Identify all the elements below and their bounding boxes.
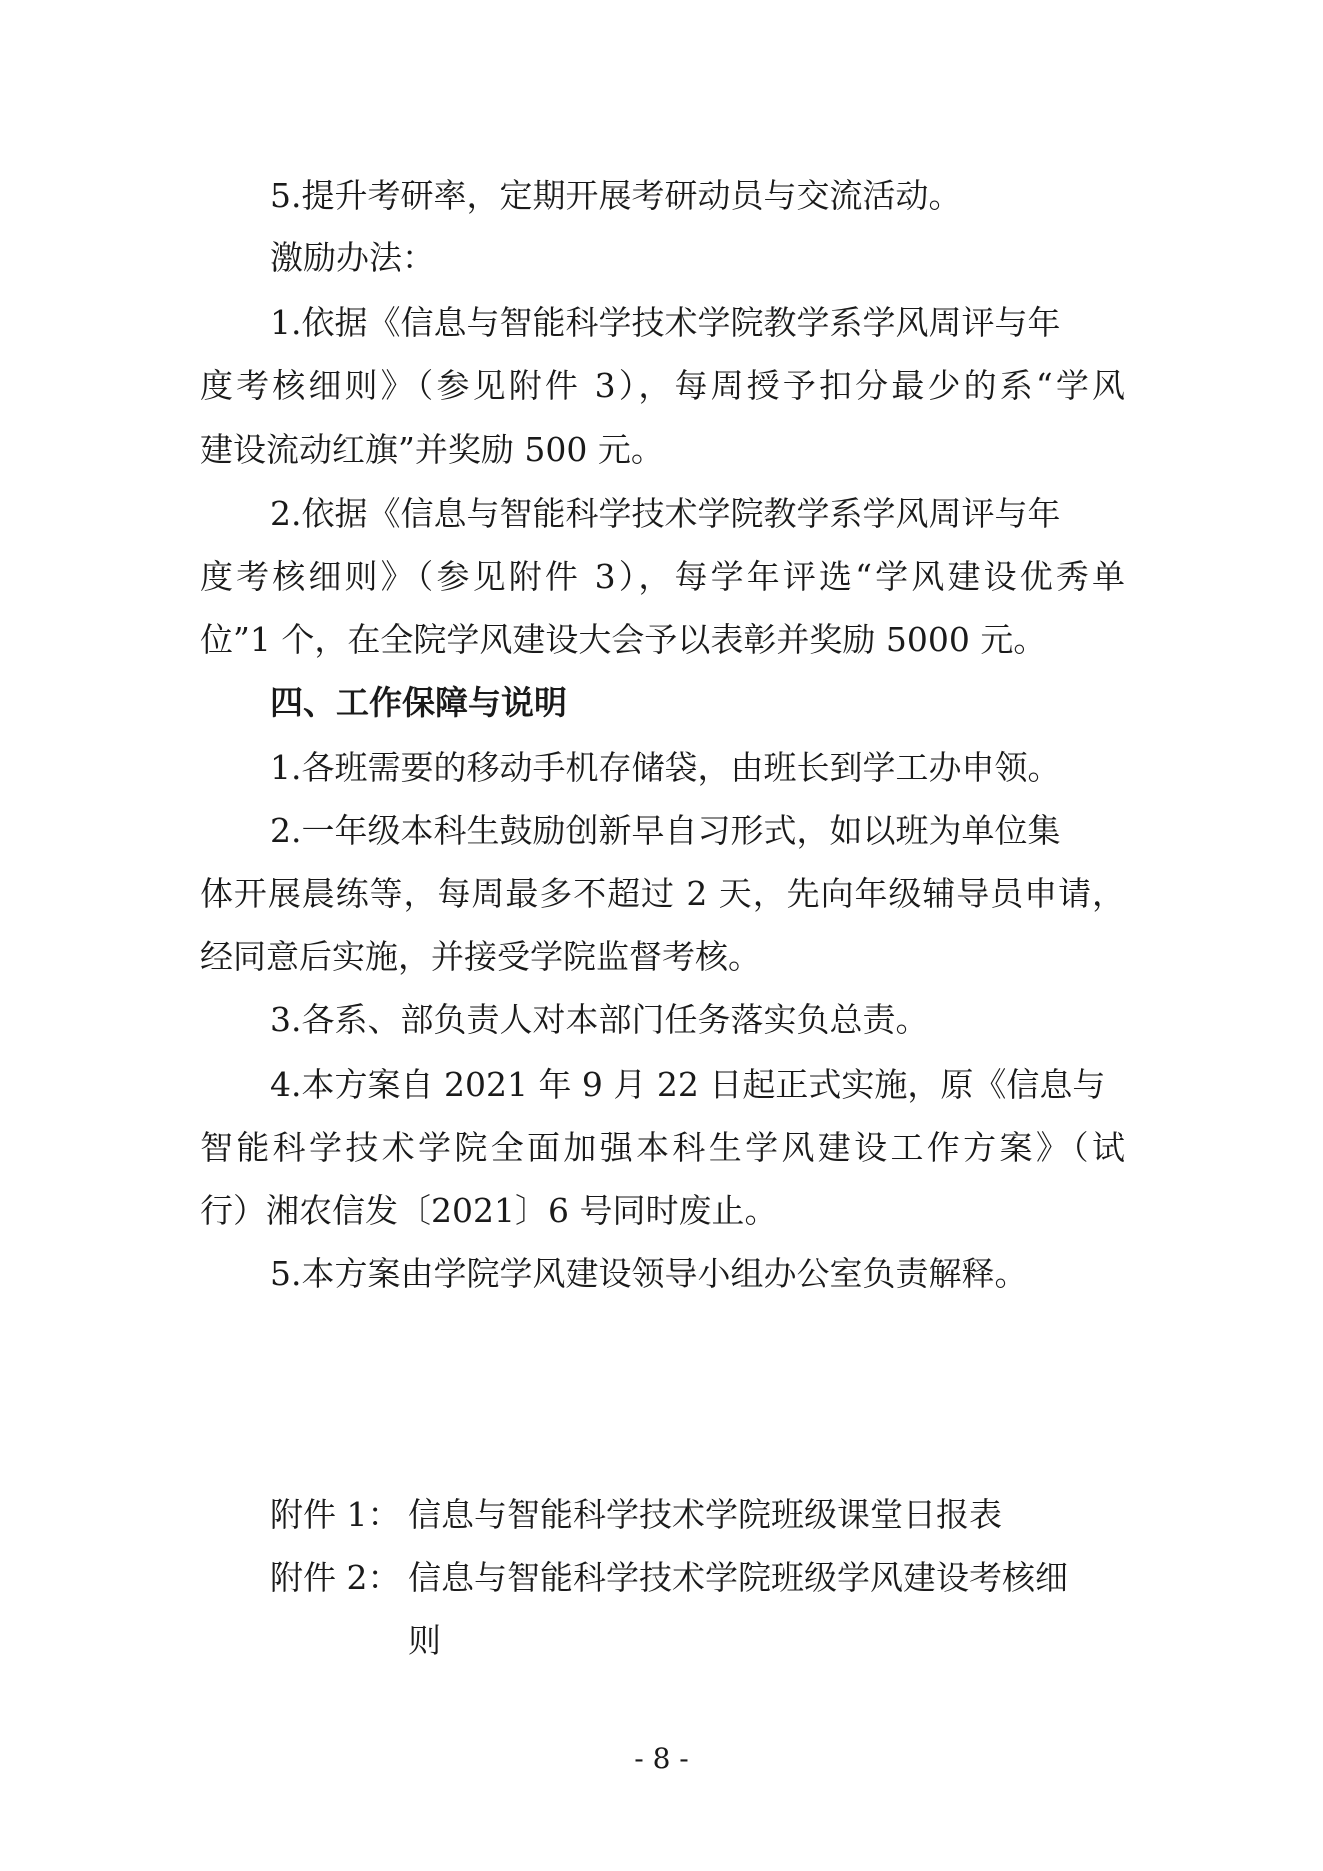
attachment-title: 信息与智能科学技术学院班级课堂日报表 — [408, 1495, 1002, 1534]
page-number: - 8 - — [634, 1742, 689, 1775]
paragraph-line: 1.各班需要的移动手机存储袋，由班长到学工办申领。 — [270, 748, 1061, 787]
paragraph-line: 3.各系、部负责人对本部门任务落实负总责。 — [270, 1000, 929, 1039]
attachment-label: 附件 1： — [270, 1495, 401, 1534]
paragraph-line: 位”1 个，在全院学风建设大会予以表彰并奖励 5000 元。 — [200, 620, 1047, 659]
attachment-label: 附件 2： — [270, 1558, 401, 1597]
paragraph-line: 行）湘农信发〔2021〕6 号同时废止。 — [200, 1191, 778, 1230]
paragraph-line: 2.依据《信息与智能科学技术学院教学系学风周评与年 — [270, 494, 1061, 533]
paragraph-line: 5.本方案由学院学风建设领导小组办公室负责解释。 — [270, 1254, 1028, 1293]
attachment-title: 信息与智能科学技术学院班级学风建设考核细 — [408, 1558, 1068, 1597]
paragraph-line: 激励办法： — [270, 238, 435, 277]
paragraph-line: 5.提升考研率，定期开展考研动员与交流活动。 — [270, 176, 962, 215]
attachment-title-continuation: 则 — [408, 1621, 441, 1660]
paragraph-line: 建设流动红旗”并奖励 500 元。 — [200, 430, 664, 469]
paragraph-line: 度考核细则》（参见附件 3），每周授予扣分最少的系“学风 — [200, 366, 1125, 405]
paragraph-line: 经同意后实施，并接受学院监督考核。 — [200, 937, 761, 976]
paragraph-line: 体开展晨练等，每周最多不超过 2 天，先向年级辅导员申请， — [200, 874, 1125, 913]
paragraph-line: 度考核细则》（参见附件 3），每学年评选“学风建设优秀单 — [200, 557, 1125, 596]
paragraph-line: 2.一年级本科生鼓励创新早自习形式，如以班为单位集 — [270, 811, 1061, 850]
paragraph-line: 4.本方案自 2021 年 9 月 22 日起正式实施，原《信息与 — [270, 1065, 1106, 1104]
paragraph-line: 智能科学技术学院全面加强本科生学风建设工作方案》（试 — [200, 1128, 1125, 1167]
section-heading: 四、工作保障与说明 — [270, 683, 567, 722]
paragraph-line: 1.依据《信息与智能科学技术学院教学系学风周评与年 — [270, 303, 1061, 342]
